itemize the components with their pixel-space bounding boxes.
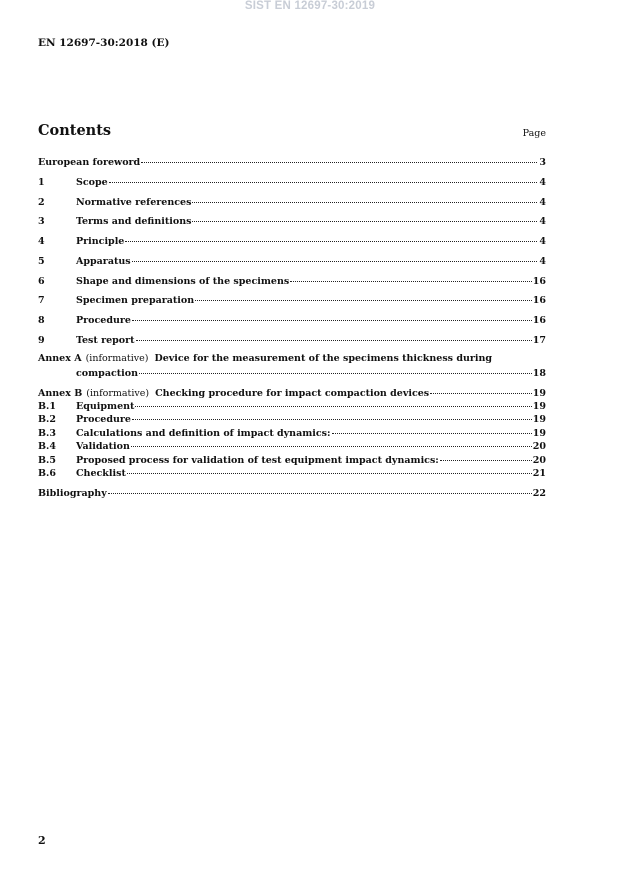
toc-entry-page: 22 <box>532 488 546 499</box>
toc-entry-6[interactable] <box>38 275 546 287</box>
toc-entry-title: Principle <box>76 236 125 247</box>
toc-entry-title: Calculations and definition of impact dynamics: <box>76 428 331 439</box>
dot-leader <box>131 438 532 447</box>
dot-leader <box>135 398 531 407</box>
toc-entry-page: 19 <box>532 388 546 399</box>
dot-leader <box>108 485 532 494</box>
dot-leader <box>192 194 537 203</box>
toc-entry-page: 4 <box>539 216 546 227</box>
dot-leader <box>132 411 532 420</box>
toc-entry-b6[interactable] <box>38 467 546 479</box>
toc-entry-page: 4 <box>539 236 546 247</box>
toc-entry-number: 2 <box>38 197 45 208</box>
toc-entry-number: B.4 <box>38 441 56 452</box>
annex-type: (informative) <box>85 353 149 364</box>
toc-entry-title: Checking procedure for impact compaction devices <box>155 388 430 399</box>
dot-leader <box>127 465 532 474</box>
toc-entry-page: 20 <box>532 455 546 466</box>
toc-entry-number: B.5 <box>38 455 56 466</box>
dot-leader <box>125 233 537 242</box>
toc-entry-page: 19 <box>532 401 546 412</box>
page-column-label: Page <box>522 128 546 139</box>
toc-entry-page: 18 <box>532 368 546 379</box>
toc-entry-1[interactable] <box>38 176 546 188</box>
dot-leader <box>430 385 532 394</box>
toc-entry-page: 16 <box>532 295 546 306</box>
dot-leader <box>332 425 532 434</box>
dot-leader <box>109 174 537 183</box>
toc-entry-title: Scope <box>76 177 108 188</box>
toc-entry-title: Test report <box>76 335 135 346</box>
toc-entry-number: 1 <box>38 177 45 188</box>
document-id: EN 12697-30:2018 (E) <box>38 37 170 49</box>
toc-entry-number: 9 <box>38 335 45 346</box>
toc-entry-page: 4 <box>539 177 546 188</box>
toc-entry-title-continued: compaction <box>76 368 138 379</box>
annex-type: (informative) <box>86 388 150 399</box>
toc-entry-page: 19 <box>532 414 546 425</box>
dot-leader <box>132 253 537 262</box>
toc-entry-title: Apparatus <box>76 256 131 267</box>
toc-entry-9[interactable] <box>38 334 546 346</box>
toc-entry-number: B.3 <box>38 428 56 439</box>
toc-entry-page: 16 <box>532 315 546 326</box>
dot-leader <box>192 213 537 222</box>
annex-label: Annex B <box>38 388 83 399</box>
toc-entry-page: 3 <box>539 157 546 168</box>
toc-entry-number: B.1 <box>38 401 56 412</box>
toc-entry-number: B.6 <box>38 468 56 479</box>
toc-entry-title: Checklist <box>76 468 126 479</box>
page-number: 2 <box>38 834 46 847</box>
toc-entry-number: 6 <box>38 276 45 287</box>
toc-entry-number: 8 <box>38 315 45 326</box>
toc-entry-7[interactable] <box>38 294 546 306</box>
contents-heading: Contents <box>38 122 112 139</box>
toc-entry-title: Proposed process for validation of test equipment impact dynamics: <box>76 455 439 466</box>
toc-entry-page: 16 <box>532 276 546 287</box>
toc-entry-page: 21 <box>532 468 546 479</box>
toc-entry-title: Shape and dimensions of the specimens <box>76 276 290 287</box>
toc-entry-page: 17 <box>532 335 546 346</box>
toc-entry-page: 4 <box>539 197 546 208</box>
toc-entry-title: Procedure <box>76 315 131 326</box>
toc-entry-title: Validation <box>76 441 130 452</box>
toc-entry-bibliography[interactable] <box>38 487 546 499</box>
toc-entry-title: Equipment <box>76 401 135 412</box>
toc-entry-number: B.2 <box>38 414 56 425</box>
toc-entry-foreword[interactable] <box>38 156 546 168</box>
toc-entry-page: 20 <box>532 441 546 452</box>
toc-entry-5[interactable] <box>38 255 546 267</box>
dot-leader <box>139 365 532 374</box>
toc-entry-b4[interactable] <box>38 440 546 452</box>
dot-leader <box>141 154 537 163</box>
toc-entry-number: 5 <box>38 256 45 267</box>
toc-entry-number: 7 <box>38 295 45 306</box>
dot-leader <box>290 273 532 282</box>
toc-entry-annex-a[interactable] <box>38 353 546 379</box>
toc-entry-title: Specimen preparation <box>76 295 195 306</box>
toc-entry-title: Bibliography <box>38 488 107 499</box>
toc-entry-b2[interactable] <box>38 413 546 425</box>
toc-entry-2[interactable] <box>38 196 546 208</box>
toc-entry-title: Device for the measurement of the specimens thickness during <box>154 353 493 364</box>
toc-entry-title: European foreword <box>38 157 141 168</box>
toc-entry-number: 4 <box>38 236 45 247</box>
toc-entry-8[interactable] <box>38 314 546 326</box>
watermark: SIST EN 12697-30:2019 <box>244 0 376 12</box>
toc-entry-number: 3 <box>38 216 45 227</box>
toc-entry-4[interactable] <box>38 235 546 247</box>
dot-leader <box>440 452 532 461</box>
dot-leader <box>195 292 532 301</box>
toc-entry-3[interactable] <box>38 215 546 227</box>
toc-entry-title: Normative references <box>76 197 192 208</box>
dot-leader <box>132 312 532 321</box>
dot-leader <box>136 332 532 341</box>
toc-entry-page: 4 <box>539 256 546 267</box>
toc-entry-title: Terms and definitions <box>76 216 192 227</box>
annex-label: Annex A <box>38 353 82 364</box>
toc-entry-title: Procedure <box>76 414 131 425</box>
toc-entry-page: 19 <box>532 428 546 439</box>
